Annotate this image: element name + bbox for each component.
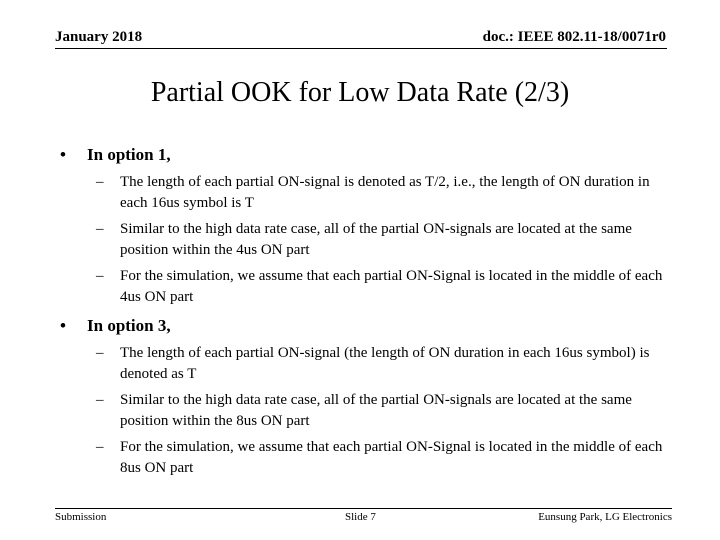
list-item-text: For the simulation, we assume that each partial ON-Signal is located in the middle of each 4us ON part [120, 268, 663, 305]
section-heading-option-1 [60, 144, 171, 166]
list-item [96, 437, 671, 479]
list-item-text: Similar to the high data rate case, all of the partial ON-signals are located at the same position within the 4us ON part [120, 221, 632, 258]
header-divider [55, 48, 667, 49]
dash-icon: – [96, 439, 104, 455]
dash-icon: – [96, 392, 104, 408]
bullet-icon: • [60, 316, 66, 335]
list-item [96, 219, 671, 261]
section-heading-text: In option 3, [87, 316, 171, 335]
dash-icon: – [96, 345, 104, 361]
list-item-text: Similar to the high data rate case, all of the partial ON-signals are located at the same position within the 8us ON part [120, 392, 632, 429]
slide-title: Partial OOK for Low Data Rate (2/3) [150, 77, 570, 108]
list-item [96, 343, 671, 385]
footer-submission: Submission [55, 511, 107, 523]
section-heading-option-3 [60, 315, 171, 337]
footer-author: Eunsung Park, LG Electronics [538, 511, 672, 523]
list-item [96, 172, 671, 214]
header-doc-id: doc.: IEEE 802.11-18/0071r0 [482, 29, 666, 45]
list-item-text: The length of each partial ON-signal is denoted as T/2, i.e., the length of ON duration in each 16us symbol is T [120, 174, 650, 211]
footer-slide-number: Slide 7 [345, 511, 376, 523]
list-item-text: The length of each partial ON-signal (the length of ON duration in each 16us symbol) is denoted as T [120, 345, 650, 382]
header-date: January 2018 [55, 29, 143, 45]
footer-divider [55, 508, 672, 509]
dash-icon: – [96, 268, 104, 284]
section-heading-text: In option 1, [87, 145, 171, 164]
bullet-icon: • [60, 145, 66, 164]
list-item [96, 390, 671, 432]
dash-icon: – [96, 221, 104, 237]
dash-icon: – [96, 174, 104, 190]
list-item-text: For the simulation, we assume that each partial ON-Signal is located in the middle of each 8us ON part [120, 439, 663, 476]
list-item [96, 266, 671, 308]
